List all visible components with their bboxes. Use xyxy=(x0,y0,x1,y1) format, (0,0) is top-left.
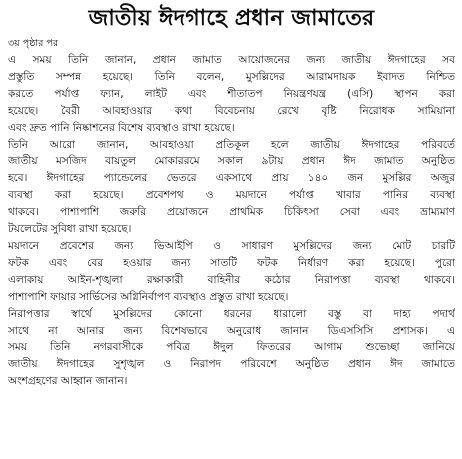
text-line: ময়দানে প্রবেশের জন্য ভিআইপি ও সাধারণ মুসল্লিদের জন্য মোট চারটি xyxy=(8,239,455,252)
text-line: সাথে না আনার জন্য বিশেষভাবে অনুরোধ জানান ডিএসসিসি প্রশাসক। এ xyxy=(8,324,455,337)
text-line: এলাকায় আইন-শৃঙ্খলা রক্ষাকারী বাহিনীর কঠোর নিরাপত্তা ব্যবস্থা থাকবে। xyxy=(8,273,455,286)
text-line: এবং দ্রুত পানি নিষ্কাশনের বিশেষ ব্যবস্থাও রাখা হয়েছে। xyxy=(8,121,235,134)
text-line: হয়েছে। বৈরী আবহাওয়ার কথা বিবেচনায় রেখে বৃষ্টি নিরোধক সামিয়ানা xyxy=(8,104,455,117)
text-line: জাতীয় ঈদগাহের সুশৃঙ্খল ও নিরাপদ পরিবেশে অনুষ্ঠিত প্রধান ঈদ জামাতে xyxy=(8,358,455,371)
text-line: করতে পর্যাপ্ত ফ্যান, লাইট এবং শীতাতপ নিয়ন্ত্রণযন্ত্র (এসি) স্থাপন করা xyxy=(8,87,455,100)
text-line: নিরাপত্তার স্বার্থে মুসল্লিদের কোনো ধরনের ধারালো বস্তু বা দাহ্য পদার্থ xyxy=(8,307,455,320)
text-line: টয়লেটের সুবিধা রাখা হয়েছে। xyxy=(8,223,132,236)
text-line: ফটক এবং বের হওয়ার জন্য সাতটি ফটক নির্ধারণ করা হয়েছে। পুরো xyxy=(8,256,455,269)
paragraph-2 xyxy=(8,137,455,238)
text-line: এ সময় তিনি জানান, প্রধান জামাত আয়োজনের জন্য জাতীয় ঈদগাহের সব xyxy=(8,54,455,66)
paragraph-1 xyxy=(8,52,455,137)
text-line: হবে। ঈদগাহের প্যান্ডেলের ভেতরে একসাথে প্রায় ১৪০ জন মুসল্লির অজুর xyxy=(8,172,455,185)
text-line: তিনি আরো জানান, আবহাওয়া প্রতিকূল হলে জাতীয় ঈদগাহের পরিবর্তে xyxy=(8,138,455,151)
text-line: অংশগ্রহণের আহ্বান জানান। xyxy=(8,375,128,388)
text-line: সময় তিনি নগরবাসীকে পবিত্র ঈদুল ফিতরের আগাম শুভেচ্ছা জানিয়ে xyxy=(8,341,455,354)
headline: জাতীয় ঈদগাহে প্রধান জামাতের xyxy=(88,6,375,31)
paragraph-3 xyxy=(8,238,455,306)
text-line: প্রস্তুতি সম্পন্ন হয়েছে। তিনি বলেন, মুসল্লিদের আরামদায়ক ইবাদত নিশ্চিত xyxy=(8,70,455,83)
text-line: ব্যবস্থা করা হয়েছে। প্রবেশপথ ও ময়দানে পর্যাপ্ত খাবার পানির ব্যবস্থা xyxy=(8,189,455,202)
text-line: থাকবে। পাশাপাশি জরুরি প্রয়োজনে প্রাথমিক চিকিৎসা সেবা এবং ভ্রাম্যমাণ xyxy=(8,206,455,219)
text-line: পাশাপাশি ফায়ার সার্ভিসের অগ্নিনির্বাপণ ব্যবস্থাও প্রস্তুত রাখা হয়েছে। xyxy=(8,290,289,303)
text-line: জাতীয় মসজিদ বায়তুল মোকাররমে সকাল ৯টায় প্রধান ঈদ জামাত অনুষ্ঠিত xyxy=(8,155,455,168)
paragraph-4 xyxy=(8,306,455,391)
continued-from-note: ৩য় পৃষ্ঠার পর xyxy=(8,38,59,49)
